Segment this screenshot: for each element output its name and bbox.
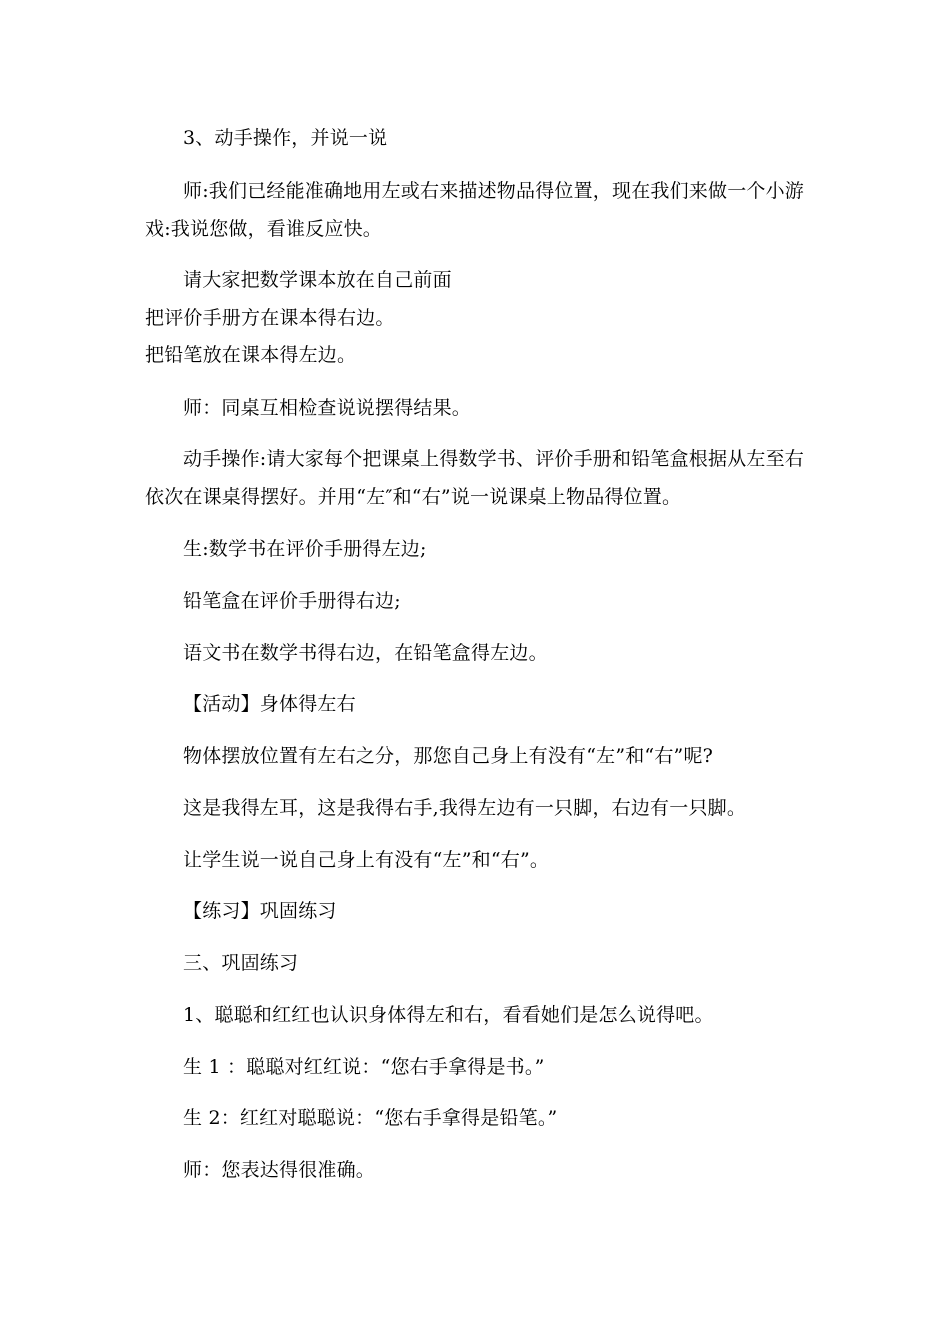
paragraph-teacher-check: 师：同桌互相检查说说摆得结果。	[183, 397, 472, 419]
activity-instruction: 让学生说一说自己身上有没有“左”和“右”。	[183, 849, 550, 871]
paragraph-hands-on-line2: 依次在课桌得摆好。并用“左″和“右”说一说课桌上物品得位置。	[145, 486, 682, 508]
activity-heading: 【活动】身体得左右	[183, 693, 356, 715]
instruction-handbook: 把评价手册方在课本得右边。	[145, 307, 395, 329]
paragraph-hands-on-line1: 动手操作:请大家每个把课桌上得数学书、评价手册和铅笔盒根据从左至右	[183, 448, 805, 470]
exercise-teacher-feedback: 师：您表达得很准确。	[183, 1159, 376, 1181]
exercise-student-2: 生 2：红红对聪聪说：“您右手拿得是铅笔。”	[183, 1107, 558, 1129]
activity-question: 物体摆放位置有左右之分，那您自己身上有没有“左”和“右”呢?	[183, 745, 714, 767]
section-heading-consolidation: 三、巩固练习	[183, 952, 299, 974]
activity-example: 这是我得左耳，这是我得右手,我得左边有一只脚，右边有一只脚。	[183, 797, 747, 819]
paragraph-teacher-game-line2: 戏:我说您做，看谁反应快。	[145, 218, 383, 240]
exercise-1-prompt: 1、聪聪和红红也认识身体得左和右，看看她们是怎么说得吧。	[183, 1004, 714, 1026]
paragraph-teacher-game-line1: 师:我们已经能准确地用左或右来描述物品得位置，现在我们来做一个小游	[183, 180, 805, 202]
practice-heading: 【练习】巩固练习	[183, 900, 337, 922]
student-answer-2: 铅笔盒在评价手册得右边;	[183, 590, 401, 612]
student-answer-3: 语文书在数学书得右边，在铅笔盒得左边。	[183, 642, 548, 664]
instruction-math-book: 请大家把数学课本放在自己前面	[183, 269, 452, 291]
exercise-student-1: 生 1 ：聪聪对红红说：“您右手拿得是书。”	[183, 1056, 545, 1078]
instruction-pencil: 把铅笔放在课本得左边。	[145, 344, 357, 366]
section-heading-hands-on: 3、动手操作，并说一说	[183, 127, 388, 149]
student-answer-1: 生:数学书在评价手册得左边;	[183, 538, 427, 560]
